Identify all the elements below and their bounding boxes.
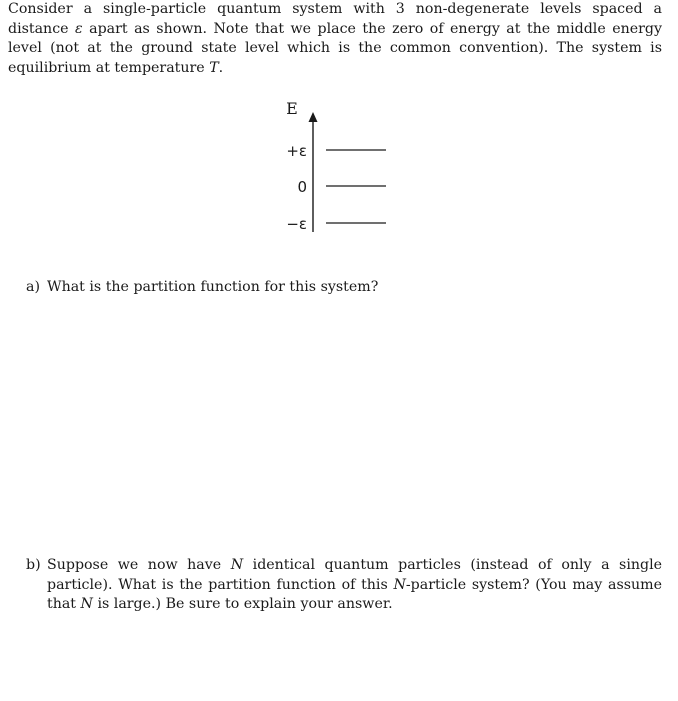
- question-a: [26, 278, 662, 298]
- temperature-symbol: T: [209, 59, 219, 76]
- question-b-segment: Suppose we now have: [47, 557, 222, 573]
- question-a-text: What is the partition function for this system?: [47, 279, 379, 295]
- question-b-text: [47, 556, 662, 615]
- question-b-segment: identical quantum particles (instead of only a single particle). What is the partition function of this: [47, 557, 663, 593]
- question-a-label: a): [26, 279, 40, 295]
- level-label-plus-epsilon: +ε: [286, 142, 307, 160]
- intro-text-3: .: [218, 59, 224, 76]
- question-b-label: b): [26, 557, 41, 573]
- problem-intro: [8, 0, 662, 78]
- intro-text-2: apart as shown. Note that we place the zero of energy at the middle energy level (not at the ground state level which is the common convention). The system is equilibrium at temperature: [8, 20, 663, 76]
- intro-text-1: Consider a single-particle quantum system with 3 non-degenerate levels spaced a distance: [8, 1, 662, 37]
- level-label-zero: 0: [297, 178, 307, 196]
- energy-level-diagram: [270, 95, 400, 245]
- energy-axis-arrowhead-icon: [309, 112, 318, 122]
- question-b: [26, 556, 662, 615]
- variable-n: N: [230, 557, 244, 573]
- variable-n: N: [393, 576, 406, 593]
- level-label-minus-epsilon: −ε: [286, 215, 307, 233]
- energy-axis-label: E: [286, 99, 298, 118]
- question-b-segment: -particle system? (You may assume that: [47, 576, 662, 612]
- epsilon-symbol: ε: [75, 20, 83, 37]
- question-b-segment: is large.) Be sure to explain your answer.: [97, 596, 393, 612]
- variable-n: N: [80, 596, 93, 612]
